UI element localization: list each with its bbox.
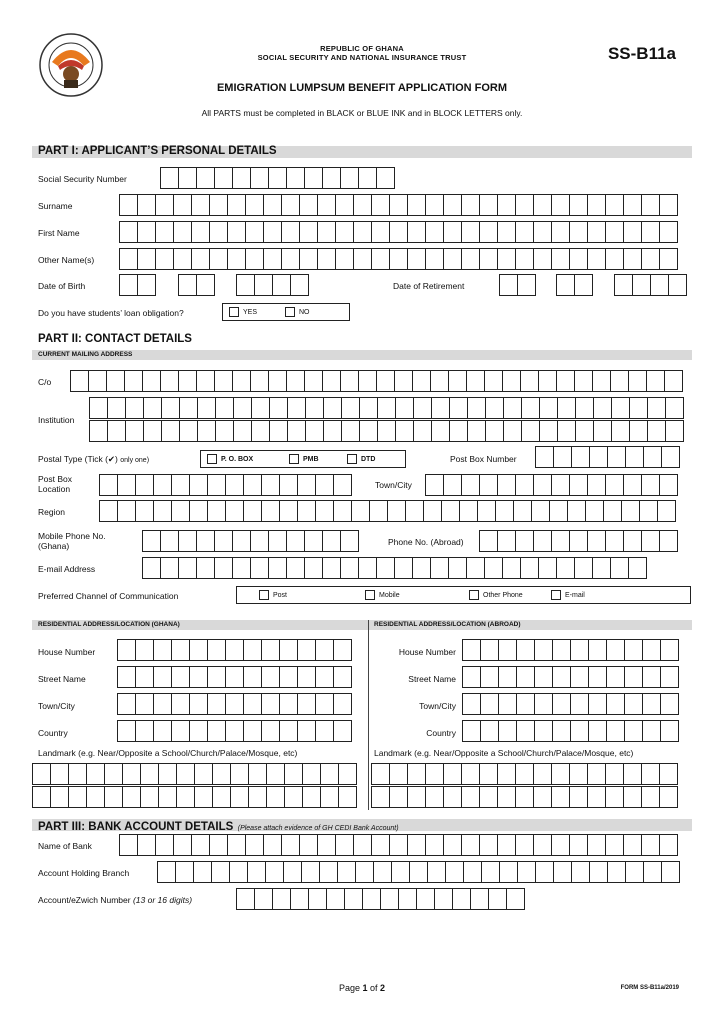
postal-type-label [38,454,149,466]
pmb-label: PMB [303,455,319,463]
res-abroad-title: RESIDENTIAL ADDRESS/LOCATION (ABROAD) [374,621,521,628]
dob-year[interactable] [237,274,309,296]
retirement-year[interactable] [615,274,687,296]
ab-street-field[interactable] [463,666,679,688]
first-name-field[interactable] [120,221,678,243]
channel-options [236,586,691,604]
ab-country-field[interactable] [463,720,679,742]
page-prefix: Page [338,983,363,993]
ab-street-label: Street Name [408,674,456,684]
gh-landmark-label: Landmark (e.g. Near/Opposite a School/Church/Palace/Mosque, etc) [38,748,298,758]
mobile-label [38,531,106,551]
region-field[interactable] [100,500,676,522]
account-field[interactable] [237,888,525,910]
form-reference: FORM SS-B11a/2019 [620,985,679,991]
mobile-field[interactable] [143,530,359,552]
ab-landmark-row1[interactable] [372,763,678,785]
part3-heading [38,817,399,835]
ab-landmark-label: Landmark (e.g. Near/Opposite a School/Church/Palace/Mosque, etc) [374,748,634,758]
email-field[interactable] [143,557,647,579]
phone-abroad-field[interactable] [480,530,678,552]
gh-house-label: House Number [38,647,96,657]
part1-title: PART I: APPLICANT’S PERSONAL DETAILS [38,145,277,157]
post-box-location-l2: Location [38,484,71,494]
po-box-number-field[interactable] [536,446,680,468]
page-indicator [0,983,724,993]
ssn-field[interactable] [161,167,395,189]
institution-field-row2[interactable] [90,420,684,442]
institution-field-row1[interactable] [90,397,684,419]
mobile-option-label: Mobile [379,591,400,599]
gh-house-field[interactable] [118,639,352,661]
gh-country-label: Country [38,728,68,738]
org-line2: SOCIAL SECURITY AND NATIONAL INSURANCE TRUST [257,53,467,62]
co-field[interactable] [71,370,683,392]
bank-name-label: Name of Bank [38,841,92,851]
ssn-label: Social Security Number [38,174,127,184]
gh-country-field[interactable] [118,720,352,742]
retirement-label: Date of Retirement [393,281,465,291]
town-city-label: Town/City [375,480,412,490]
account-label [38,895,192,905]
yes-label: YES [243,308,258,316]
post-box-location-l1: Post Box [38,474,73,484]
form-instruction: All PARTS must be completed in BLACK or BLUE INK and in BLOCK LETTERS only. [201,108,523,118]
email-checkbox[interactable] [551,590,561,600]
ab-house-field[interactable] [463,639,679,661]
dob-label: Date of Birth [38,281,86,291]
postal-type-options [200,450,406,468]
retirement-day[interactable] [500,274,536,296]
ab-landmark-row2[interactable] [372,786,678,808]
other-names-label: Other Name(s) [38,255,95,265]
postal-type-note: only one) [120,457,150,464]
residential-divider [368,620,369,810]
pmb-checkbox[interactable] [289,454,299,464]
post-box-location-label [38,474,72,494]
post-box-location-field[interactable] [100,474,352,496]
form-title: EMIGRATION LUMPSUM BENEFIT APPLICATION FORM [216,82,508,94]
mobile-label-l1: Mobile Phone No. [38,531,106,541]
first-name-label: First Name [38,228,80,238]
other-names-field[interactable] [120,248,678,270]
no-checkbox[interactable] [285,307,295,317]
post-option-label: Post [273,591,288,599]
ab-house-label: House Number [398,647,456,657]
res-ghana-title: RESIDENTIAL ADDRESS/LOCATION (GHANA) [38,621,180,628]
residential-bar [32,620,692,630]
page-of: of [367,983,381,993]
institution-label: Institution [38,415,75,425]
town-city-field[interactable] [426,474,678,496]
ab-country-label: Country [426,728,456,738]
mobile-checkbox[interactable] [365,590,375,600]
ab-town-label: Town/City [419,701,456,711]
gh-landmark-row1[interactable] [33,763,357,785]
co-label: C/o [38,377,52,387]
pobox-checkbox[interactable] [207,454,217,464]
mobile-label-l2: (Ghana) [38,541,70,551]
gh-street-field[interactable] [118,666,352,688]
phone-abroad-label: Phone No. (Abroad) [388,537,464,547]
po-box-number-label: Post Box Number [450,454,517,464]
preferred-channel-label: Preferred Channel of Communication [38,591,179,601]
pobox-label: P. O. BOX [221,455,254,463]
yes-checkbox[interactable] [229,307,239,317]
email-label: E-mail Address [38,564,96,574]
part3-note: (Please attach evidence of GH CEDI Bank Account) [237,825,399,832]
org-line1: REPUBLIC OF GHANA [320,44,404,53]
email-option-label: E-mail [565,591,585,599]
surname-field[interactable] [120,194,678,216]
dtd-checkbox[interactable] [347,454,357,464]
part3-title: PART III: BANK ACCOUNT DETAILS [38,821,234,833]
part2-title: PART II: CONTACT DETAILS [38,333,192,345]
region-label: Region [38,507,65,517]
account-label-text: Account/eZwich Number [38,895,131,905]
other-phone-option-label: Other Phone [483,591,523,599]
bank-name-field[interactable] [120,834,678,856]
dob-day[interactable] [120,274,156,296]
other-phone-checkbox[interactable] [469,590,479,600]
gh-town-field[interactable] [118,693,352,715]
gh-landmark-row2[interactable] [33,786,357,808]
branch-field[interactable] [158,861,680,883]
loan-label: Do you have students’ loan obligation? [38,308,184,318]
gh-town-label: Town/City [38,701,75,711]
branch-label: Account Holding Branch [38,868,130,878]
post-checkbox[interactable] [259,590,269,600]
page-number: 1 [362,983,368,993]
ab-town-field[interactable] [463,693,679,715]
loan-options [222,303,350,321]
no-label: NO [299,308,310,316]
gh-street-label: Street Name [38,674,86,684]
retirement-month[interactable] [557,274,593,296]
page-total: 2 [380,983,386,993]
mailing-address-bar: CURRENT MAILING ADDRESS [32,350,692,360]
surname-label: Surname [38,201,73,211]
dtd-label: DTD [361,455,376,463]
form-code: SS-B11a [607,44,676,63]
dob-month[interactable] [179,274,215,296]
postal-type-text: Postal Type (Tick (✔) [38,454,121,464]
account-label-note: (13 or 16 digits) [132,895,193,905]
